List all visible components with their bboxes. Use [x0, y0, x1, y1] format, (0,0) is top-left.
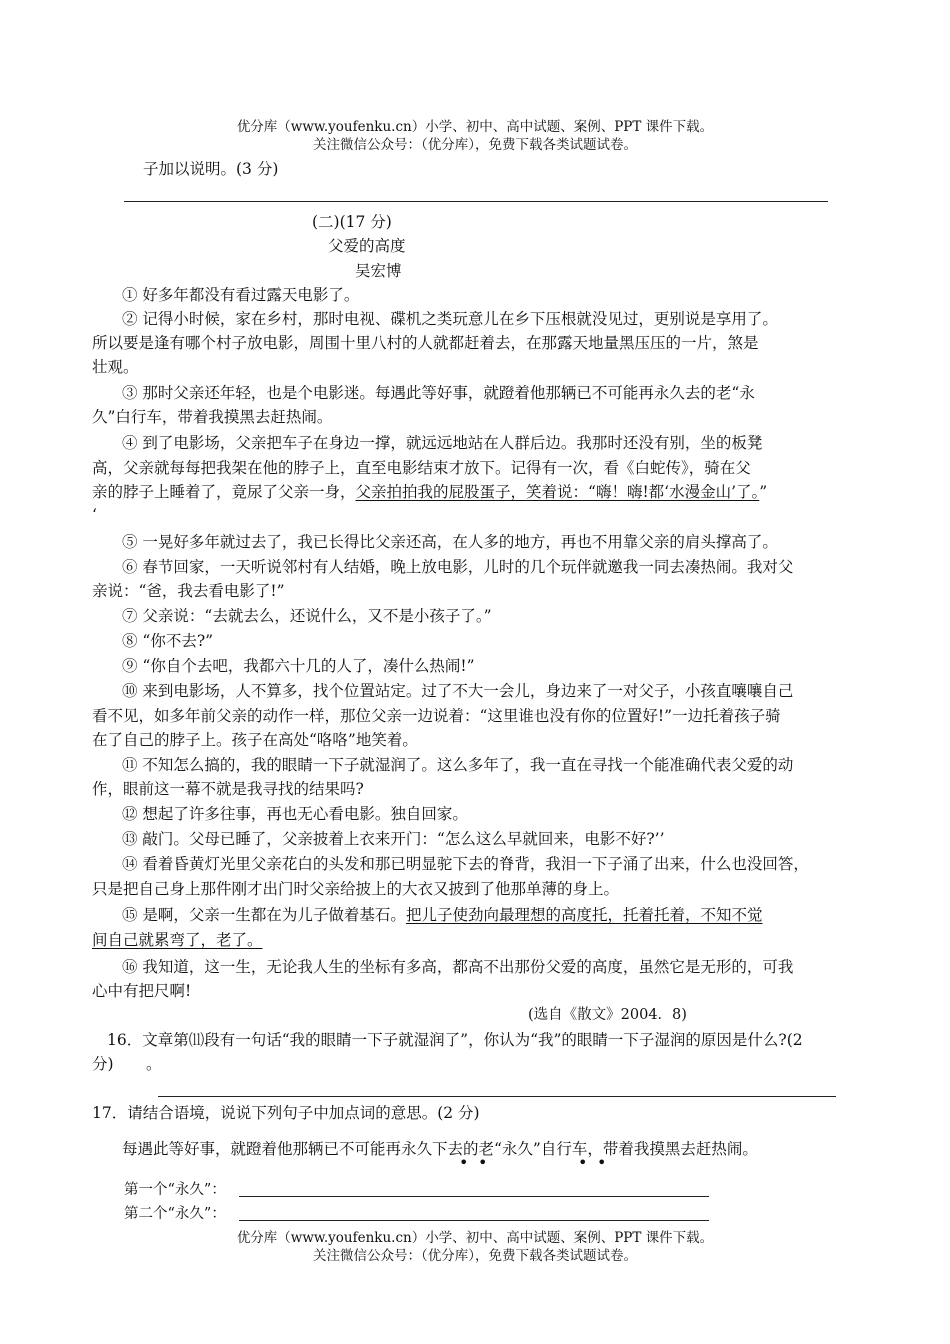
paragraph-4-line-3	[92, 480, 767, 505]
section-label: (二)(17 分)	[312, 213, 392, 231]
blank-2-line[interactable]	[239, 1220, 709, 1221]
article-source: (选自《散文》2004．8)	[528, 1007, 687, 1023]
paragraph-16-line-1: ⑯ 我知道，这一生，无论我人生的坐标有多高，都高不出那份父爱的高度，虽然它是无形的，可我	[122, 958, 794, 976]
emphasis-dot: •	[459, 1153, 469, 1172]
paragraph-14-line-2: 只是把自己身上那件刚才出门时父亲给披上的大衣又披到了他那单薄的身上。	[92, 880, 620, 898]
paragraph-4-line-2: 高，父亲就每每把我架在他的脖子上，直至电影结束才放下。记得有一次，看《白蛇传》，骑在父	[92, 459, 751, 477]
paragraph-2-line-1: ② 记得小时候，家在乡村，那时电视、碟机之类玩意儿在乡下压根就没见过，更别说是享用了。	[122, 310, 778, 328]
paragraph-12: ⑫ 想起了许多往事，再也无心看电影。独自回家。	[122, 805, 468, 823]
question-17-prompt: 17．请结合语境，说说下列句子中加点词的意思。(2 分)	[92, 1104, 480, 1122]
paragraph-11-line-2: 作，眼前这一幕不就是我寻找的结果吗?	[92, 780, 364, 798]
question-17-sentence: 每遇此等好事，就蹬着他那辆已不可能再永久下去的老“永久”自行车，带着我摸黑去赶热闹。	[122, 1140, 758, 1158]
emphasis-dot: •	[597, 1153, 607, 1172]
header-line-1: 优分库（www.youfenku.cn）小学、初中、高中试题、案例、PPT 课件下载。	[236, 119, 714, 135]
paragraph-10-line-3: 在了自己的脖子上。孩子在高处“咯咯”地笑着。	[92, 731, 418, 749]
blank-1-line[interactable]	[239, 1196, 709, 1197]
paragraph-9: ⑨ “你自个去吧，我都六十几的人了，凑什么热闹!”	[122, 657, 475, 675]
paragraph-14-line-1: ⑭ 看着昏黄灯光里父亲花白的头发和那已明显驼下去的脊背，我泪一下子涌了出来，什么也没回答，	[122, 855, 809, 873]
article-author: 吴宏博	[355, 262, 402, 280]
question-16-answer-line[interactable]	[158, 1096, 836, 1097]
paragraph-8: ⑧ “你不去?”	[122, 632, 214, 650]
emphasis-dot: •	[478, 1153, 488, 1172]
paragraph-2-line-2: 所以要是逢有哪个村子放电影，周围十里八村的人就都赶着去，在那露天地量黑压压的一片，煞是	[92, 334, 759, 352]
paragraph-5: ⑤ 一晃好多年就过去了，我已长得比父亲还高，在人多的地方，再也不用靠父亲的肩头撑高了。	[122, 533, 778, 551]
paragraph-15-line-1	[122, 903, 762, 928]
underlined-sentence-2: 把儿子使劲向最理想的高度托，托着托着，不知不觉	[405, 906, 763, 924]
paragraph-1: ① 好多年都没有看过露天电影了。	[122, 286, 360, 304]
paragraph-13: ⑬ 敲门。父母已睡了，父亲披着上衣来开门：“怎么这么早就回来，电影不好?’’	[122, 830, 665, 848]
paragraph-3-line-2: 久”白行车，带着我摸黑去赶热闹。	[92, 408, 333, 426]
blank-2-label: 第二个“永久”：	[124, 1206, 226, 1222]
underlined-sentence-1: 父亲拍拍我的屁股蛋子，笑着说：“嗨！嗨!都‘水漫金山’了。	[355, 483, 760, 501]
paragraph-3-line-1: ③ 那时父亲还年轻，也是个电影迷。每遇此等好事，就蹬着他那辆已不可能再永久去的老“永	[122, 384, 755, 402]
question-16-line-2: 分)	[92, 1055, 114, 1073]
header-line-2: 关注微信公众号：（优分库），免费下载各类试题试卷。	[313, 137, 637, 153]
paragraph-2-line-3: 壮观。	[92, 358, 139, 376]
paragraph-4-plain: 亲的脖子上睡着了，竟尿了父亲一身，	[92, 483, 356, 501]
paragraph-6-line-2: 亲说：“爸，我去看电影了!”	[92, 582, 285, 600]
paragraph-6-line-1: ⑥ 春节回家，一天听说邻村有人结婚，晚上放电影，儿时的几个玩伴就邀我一同去凑热闹。我对父	[122, 558, 794, 576]
emphasis-dot: •	[578, 1153, 588, 1172]
footer-line-1: 优分库（www.youfenku.cn）小学、初中、高中试题、案例、PPT 课件下载。	[236, 1230, 714, 1246]
closing-quote: ”	[759, 483, 768, 501]
paragraph-11-line-1: ⑪ 不知怎么搞的，我的眼睛一下子就湿润了。这么多年了，我一直在寻找一个能准确代表父爱的动	[122, 756, 794, 774]
footer-line-2: 关注微信公众号：（优分库），免费下载各类试题试卷。	[313, 1248, 637, 1264]
answer-line	[124, 201, 828, 202]
article-title: 父爱的高度	[328, 237, 406, 255]
paragraph-10-line-1: ⑩ 来到电影场，人不算多，找个位置站定。过了不大一会儿，身边来了一对父子，小孩直嚷嚷自己	[122, 682, 794, 700]
paragraph-15-line-2: 间自己就累弯了，老了。	[92, 931, 263, 949]
question-16-answer-start: 。	[146, 1055, 162, 1073]
paragraph-7: ⑦ 父亲说：“去就去么，还说什么，又不是小孩子了。”	[122, 607, 492, 625]
question-16-line-1: 16．文章第⑾段有一句话“我的眼睛一下子就湿润了”，你认为“我”的眼睛一下子湿润的原因是什么?(2	[107, 1031, 803, 1049]
paragraph-16-line-2: 心中有把尺啊!	[92, 982, 192, 1000]
stray-quote-mark: ‘	[92, 506, 97, 524]
paragraph-4-line-1: ④ 到了电影场，父亲把车子在身边一撑，就远远地站在人群后边。我那时还没有别，坐的板凳	[122, 434, 763, 452]
paragraph-15-plain: ⑮ 是啊，父亲一生都在为儿子做着基石。	[122, 906, 406, 924]
paragraph-10-line-2: 看不见，如多年前父亲的动作一样，那位父亲一边说着：“这里谁也没有你的位置好!”一边托着孩子骑	[92, 707, 781, 725]
blank-1-label: 第一个“永久”：	[124, 1182, 226, 1198]
previous-question-tail: 子加以说明。(3 分)	[143, 160, 279, 178]
